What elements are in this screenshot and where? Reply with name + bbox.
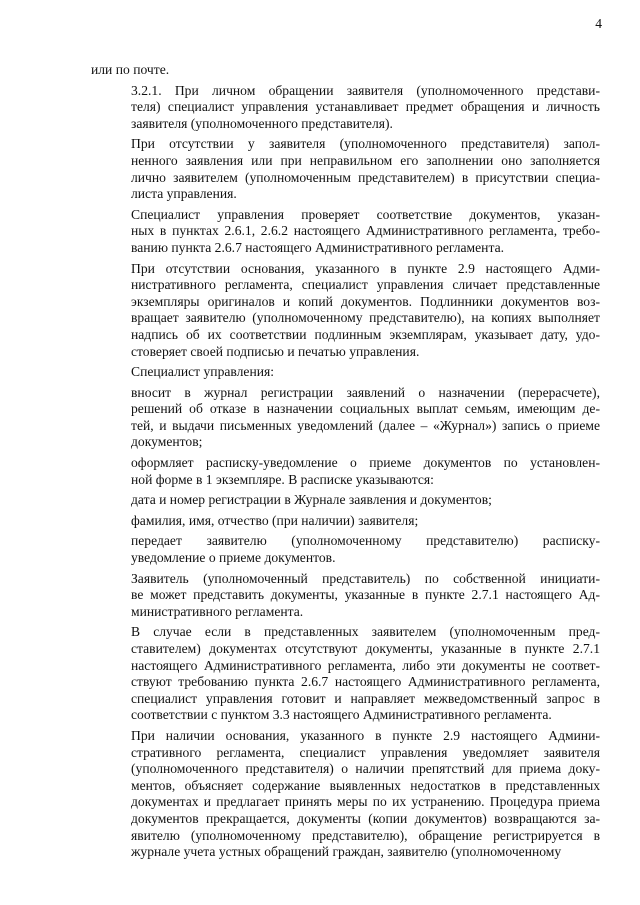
paragraph xyxy=(91,385,600,451)
text-line: надпись об их соответствии подлинным экземплярам, указывает дату, удо- xyxy=(131,326,600,342)
paragraph xyxy=(91,261,600,361)
paragraph xyxy=(91,533,600,566)
text-line: решений об отказе в назначении социальных выплат семьям, имеющим де- xyxy=(131,401,600,417)
text-line: стративного регламента, специалист управления уведомляет заявителя xyxy=(131,744,600,760)
text-line: ставителем) документах отсутствуют документы, указанные в пункте 2.7.1 xyxy=(131,641,600,656)
text-line: соответствии с пунктом 3.3 настоящего Административного регламента. xyxy=(131,707,552,723)
text-line: теля) специалист управления устанавливает предмет обращения и личность xyxy=(131,99,600,115)
text-line: Заявитель (уполномоченный представитель) по собственной инициати- xyxy=(131,570,600,586)
text-line: уведомление о приеме документов. xyxy=(131,550,336,566)
text-line: При отсутствии основания, указанного в пункте 2.9 настоящего Адми- xyxy=(131,260,600,276)
text-line: вносит в журнал регистрации заявлений о назначении (перерасчете), xyxy=(131,384,600,400)
paragraph xyxy=(91,62,600,79)
text-line: документах и предлагает принять меры по их устранению. Процедура приема xyxy=(131,794,600,810)
paragraph xyxy=(91,571,600,621)
text-line: Специалист управления проверяет соответствие документов, указан- xyxy=(131,206,600,222)
paragraph xyxy=(91,136,600,202)
text-line: дата и номер регистрации в Журнале заявления и документов; xyxy=(131,492,492,508)
text-line: явителю (уполномоченному представителю), обращение регистрируется в xyxy=(131,827,600,843)
text-line: нистративного регламента, специалист управления сличает представленные xyxy=(131,277,600,293)
text-line: настоящего Административного регламента, либо эти документы не соответ- xyxy=(131,657,600,673)
paragraph xyxy=(91,364,600,381)
text-line: экземпляры оригиналов и копий документов. Подлинники документов воз- xyxy=(131,293,600,309)
text-line: Специалист управления: xyxy=(131,364,275,380)
text-line: ве может представить документы, указанные в пункте 2.7.1 настоящего Ад- xyxy=(131,587,600,603)
text-line: лично заявителем (уполномоченным представителем) в присутствии специа- xyxy=(131,169,600,185)
paragraph xyxy=(91,513,600,530)
text-line: При отсутствии у заявителя (уполномоченного представителя) запол- xyxy=(131,136,600,152)
text-line: тей, и выдачи письменных уведомлений (далее – «Журнал») запись о приеме xyxy=(131,417,600,433)
body-text xyxy=(91,62,600,865)
text-line: оформляет расписку-уведомление о приеме документов по установлен- xyxy=(131,455,600,471)
text-line: ванию пункта 2.6.7 настоящего Административного регламента. xyxy=(131,239,504,255)
text-line: ненного заявления или при неправильном его заполнении оно заполняется xyxy=(131,152,600,168)
text-line: или по почте. xyxy=(91,62,170,77)
text-line: стоверяет своей подписью и печатью управления. xyxy=(131,343,420,359)
paragraph xyxy=(91,728,600,861)
text-line: специалист управления готовит и направляет межведомственный запрос в xyxy=(131,690,600,706)
text-line: ной форме в 1 экземпляре. В расписке указываются: xyxy=(131,471,434,487)
paragraph xyxy=(91,455,600,488)
page-number: 4 xyxy=(595,16,602,31)
text-line: 3.2.1. При личном обращении заявителя (уполномоченного представи- xyxy=(131,82,600,98)
text-line: министративного регламента. xyxy=(131,603,304,619)
paragraph xyxy=(91,492,600,509)
text-line: листа управления. xyxy=(131,186,237,202)
text-line: ных в пунктах 2.6.1, 2.6.2 настоящего Административного регламента, требо- xyxy=(131,223,600,239)
text-line: (уполномоченного представителя) о наличии препятствий для приема доку- xyxy=(131,761,600,777)
text-line: В случае если в представленных заявителем (уполномоченным пред- xyxy=(131,624,600,640)
text-line: журнале учета устных обращений граждан, заявителю (уполномоченному xyxy=(131,844,562,860)
text-line: ствуют требованию пункта 2.6.7 настоящего Административного регламента, xyxy=(131,674,600,690)
text-line: ментов, объясняет содержание выявленных недостатков в представленных xyxy=(131,777,600,793)
text-line: При наличии основания, указанного в пункте 2.9 настоящего Админи- xyxy=(131,727,600,743)
paragraph xyxy=(91,207,600,257)
text-line: фамилия, имя, отчество (при наличии) заявителя; xyxy=(131,512,419,528)
text-line: передает заявителю (уполномоченному представителю) расписку- xyxy=(131,533,600,549)
paragraph xyxy=(91,624,600,724)
text-line: заявителя (уполномоченного представителя). xyxy=(131,115,393,131)
text-line: документов прекращается, документы (копии документов) возвращаются за- xyxy=(131,810,600,826)
text-line: вращает заявителю (уполномоченному представителю), на копиях выполняет xyxy=(131,310,600,326)
paragraph xyxy=(91,83,600,133)
text-line: документов; xyxy=(131,434,203,450)
